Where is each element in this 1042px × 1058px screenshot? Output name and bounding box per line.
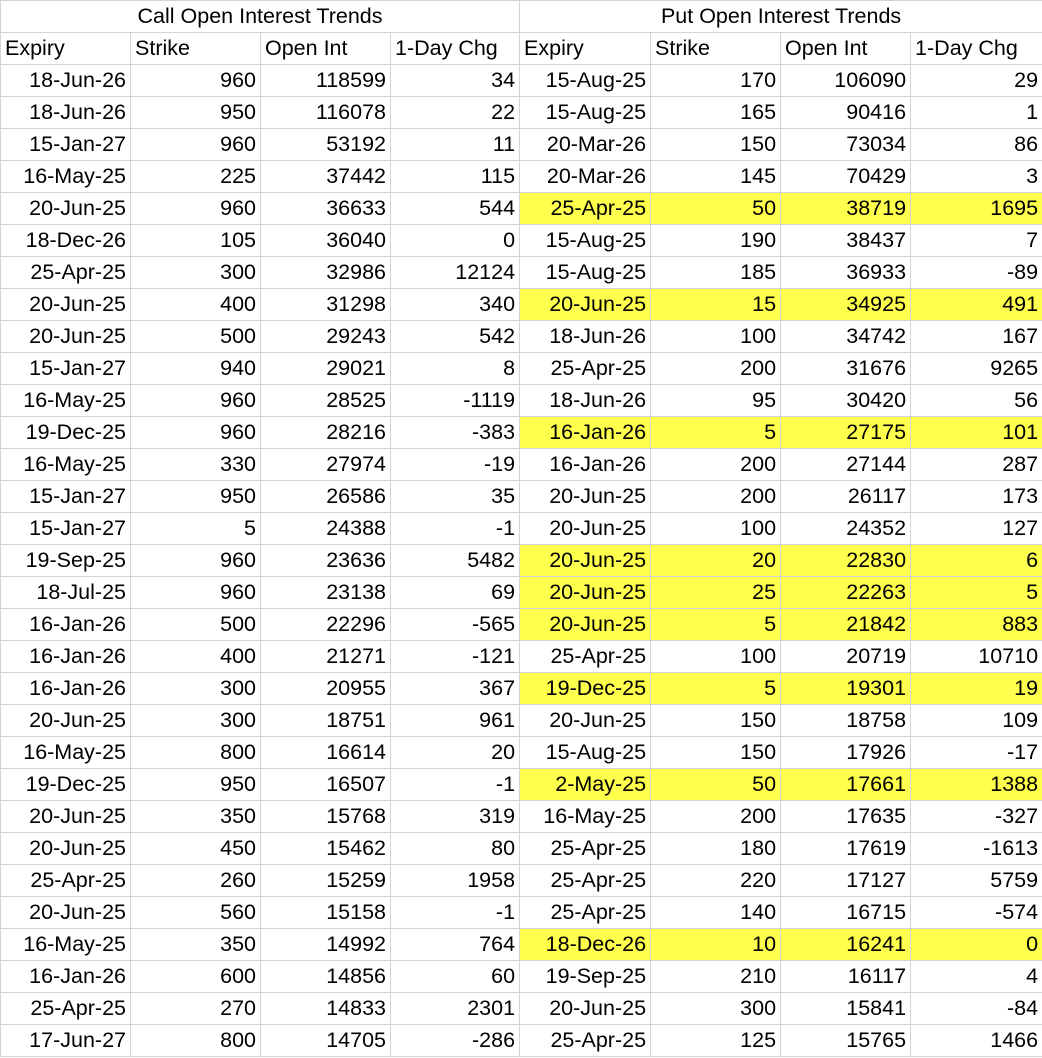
call-1-day-chg-cell[interactable]: 12124 xyxy=(391,257,520,289)
put-strike-cell[interactable]: 5 xyxy=(651,673,781,705)
table-row xyxy=(1,353,1042,385)
call-1-day-chg-cell[interactable]: 60 xyxy=(391,961,520,993)
table-row xyxy=(1,321,1042,353)
call-open-int-cell[interactable]: 15158 xyxy=(261,897,391,929)
put-1-day-chg-header[interactable]: 1-Day Chg xyxy=(911,33,1042,65)
call-strike-cell[interactable]: 960 xyxy=(131,193,261,225)
table-row xyxy=(1,737,1042,769)
call-strike-cell[interactable]: 600 xyxy=(131,961,261,993)
call-strike-cell[interactable]: 300 xyxy=(131,673,261,705)
call-expiry-cell[interactable]: 15-Jan-27 xyxy=(1,481,131,513)
call-open-int-cell[interactable]: 36633 xyxy=(261,193,391,225)
put-1-day-chg-cell[interactable]: 4 xyxy=(911,961,1042,993)
put-open-int-cell[interactable]: 22263 xyxy=(781,577,911,609)
put-strike-cell[interactable]: 180 xyxy=(651,833,781,865)
put-expiry-cell[interactable]: 18-Jun-26 xyxy=(520,321,651,353)
put-1-day-chg-cell[interactable]: 173 xyxy=(911,481,1042,513)
call-expiry-cell[interactable]: 16-May-25 xyxy=(1,737,131,769)
call-expiry-cell[interactable]: 18-Jun-26 xyxy=(1,97,131,129)
table-row xyxy=(1,289,1042,321)
put-strike-cell[interactable]: 165 xyxy=(651,97,781,129)
table-row xyxy=(1,641,1042,673)
call-expiry-cell[interactable]: 19-Dec-25 xyxy=(1,769,131,801)
call-strike-cell[interactable]: 950 xyxy=(131,481,261,513)
call-expiry-cell[interactable]: 16-Jan-26 xyxy=(1,641,131,673)
call-1-day-chg-cell[interactable]: 8 xyxy=(391,353,520,385)
put-1-day-chg-cell[interactable]: -84 xyxy=(911,993,1042,1025)
put-expiry-header[interactable]: Expiry xyxy=(520,33,651,65)
put-open-int-cell[interactable]: 16241 xyxy=(781,929,911,961)
put-expiry-cell[interactable]: 15-Aug-25 xyxy=(520,225,651,257)
call-strike-cell[interactable]: 400 xyxy=(131,289,261,321)
call-open-int-cell[interactable]: 21271 xyxy=(261,641,391,673)
put-strike-cell[interactable]: 145 xyxy=(651,161,781,193)
call-open-int-cell[interactable]: 118599 xyxy=(261,65,391,97)
call-strike-cell[interactable]: 960 xyxy=(131,417,261,449)
table-row xyxy=(1,993,1042,1025)
table-row xyxy=(1,97,1042,129)
put-1-day-chg-cell[interactable]: 1 xyxy=(911,97,1042,129)
put-open-int-cell[interactable]: 34925 xyxy=(781,289,911,321)
put-expiry-cell[interactable]: 16-May-25 xyxy=(520,801,651,833)
put-strike-cell[interactable]: 25 xyxy=(651,577,781,609)
put-1-day-chg-cell[interactable]: 101 xyxy=(911,417,1042,449)
call-strike-cell[interactable]: 960 xyxy=(131,129,261,161)
put-1-day-chg-cell[interactable]: 1466 xyxy=(911,1025,1042,1057)
put-1-day-chg-cell[interactable]: 56 xyxy=(911,385,1042,417)
call-open-int-cell[interactable]: 28525 xyxy=(261,385,391,417)
call-open-int-cell[interactable]: 37442 xyxy=(261,161,391,193)
put-1-day-chg-cell[interactable]: 3 xyxy=(911,161,1042,193)
call-1-day-chg-cell[interactable]: 319 xyxy=(391,801,520,833)
put-strike-cell[interactable]: 20 xyxy=(651,545,781,577)
put-1-day-chg-cell[interactable]: 9265 xyxy=(911,353,1042,385)
put-strike-cell[interactable]: 100 xyxy=(651,641,781,673)
table-row xyxy=(1,545,1042,577)
call-1-day-chg-cell[interactable]: 22 xyxy=(391,97,520,129)
put-open-int-cell[interactable]: 26117 xyxy=(781,481,911,513)
call-1-day-chg-cell[interactable]: 340 xyxy=(391,289,520,321)
put-open-int-cell[interactable]: 73034 xyxy=(781,129,911,161)
call-1-day-chg-cell[interactable]: -1119 xyxy=(391,385,520,417)
put-strike-cell[interactable]: 15 xyxy=(651,289,781,321)
put-strike-cell[interactable]: 10 xyxy=(651,929,781,961)
table-row xyxy=(1,1025,1042,1057)
put-strike-cell[interactable]: 200 xyxy=(651,801,781,833)
put-strike-cell[interactable]: 200 xyxy=(651,449,781,481)
call-1-day-chg-cell[interactable]: 20 xyxy=(391,737,520,769)
call-1-day-chg-cell[interactable]: 367 xyxy=(391,673,520,705)
table-row xyxy=(1,769,1042,801)
put-expiry-cell[interactable]: 19-Dec-25 xyxy=(520,673,651,705)
put-strike-cell[interactable]: 150 xyxy=(651,705,781,737)
call-expiry-cell[interactable]: 20-Jun-25 xyxy=(1,897,131,929)
put-open-int-cell[interactable]: 31676 xyxy=(781,353,911,385)
call-open-int-cell[interactable]: 16507 xyxy=(261,769,391,801)
call-strike-cell[interactable]: 300 xyxy=(131,257,261,289)
call-1-day-chg-cell[interactable]: -1 xyxy=(391,769,520,801)
call-1-day-chg-cell[interactable]: 5482 xyxy=(391,545,520,577)
put-open-int-cell[interactable]: 17635 xyxy=(781,801,911,833)
call-expiry-cell[interactable]: 15-Jan-27 xyxy=(1,129,131,161)
put-1-day-chg-cell[interactable]: 287 xyxy=(911,449,1042,481)
put-strike-cell[interactable]: 140 xyxy=(651,897,781,929)
put-strike-cell[interactable]: 200 xyxy=(651,481,781,513)
call-expiry-cell[interactable]: 16-Jan-26 xyxy=(1,961,131,993)
call-1-day-chg-cell[interactable]: 542 xyxy=(391,321,520,353)
put-1-day-chg-cell[interactable]: 29 xyxy=(911,65,1042,97)
call-1-day-chg-cell[interactable]: 544 xyxy=(391,193,520,225)
call-open-int-cell[interactable]: 24388 xyxy=(261,513,391,545)
call-strike-cell[interactable]: 270 xyxy=(131,993,261,1025)
table-row xyxy=(1,705,1042,737)
put-expiry-cell[interactable]: 15-Aug-25 xyxy=(520,97,651,129)
call-open-int-cell[interactable]: 23636 xyxy=(261,545,391,577)
call-strike-cell[interactable]: 5 xyxy=(131,513,261,545)
put-open-int-cell[interactable]: 15841 xyxy=(781,993,911,1025)
put-strike-cell[interactable]: 220 xyxy=(651,865,781,897)
put-open-int-cell[interactable]: 16117 xyxy=(781,961,911,993)
call-expiry-cell[interactable]: 15-Jan-27 xyxy=(1,353,131,385)
call-1-day-chg-cell[interactable]: 11 xyxy=(391,129,520,161)
call-1-day-chg-cell[interactable]: 961 xyxy=(391,705,520,737)
call-strike-cell[interactable]: 560 xyxy=(131,897,261,929)
put-strike-cell[interactable]: 5 xyxy=(651,609,781,641)
call-open-int-cell[interactable]: 27974 xyxy=(261,449,391,481)
call-expiry-header[interactable]: Expiry xyxy=(1,33,131,65)
call-expiry-cell[interactable]: 16-Jan-26 xyxy=(1,673,131,705)
call-1-day-chg-cell[interactable]: -19 xyxy=(391,449,520,481)
call-open-int-cell[interactable]: 22296 xyxy=(261,609,391,641)
call-1-day-chg-cell[interactable]: 2301 xyxy=(391,993,520,1025)
call-strike-cell[interactable]: 500 xyxy=(131,321,261,353)
call-open-int-cell[interactable]: 32986 xyxy=(261,257,391,289)
put-open-int-cell[interactable]: 36933 xyxy=(781,257,911,289)
table-row xyxy=(1,449,1042,481)
put-expiry-cell[interactable]: 18-Dec-26 xyxy=(520,929,651,961)
call-expiry-cell[interactable]: 20-Jun-25 xyxy=(1,833,131,865)
table-row xyxy=(1,65,1042,97)
call-strike-cell[interactable]: 300 xyxy=(131,705,261,737)
call-expiry-cell[interactable]: 15-Jan-27 xyxy=(1,513,131,545)
call-open-int-cell[interactable]: 20955 xyxy=(261,673,391,705)
table-row xyxy=(1,513,1042,545)
call-open-int-cell[interactable]: 16614 xyxy=(261,737,391,769)
call-expiry-cell[interactable]: 16-May-25 xyxy=(1,161,131,193)
call-expiry-cell[interactable]: 18-Jul-25 xyxy=(1,577,131,609)
put-open-int-cell[interactable]: 15765 xyxy=(781,1025,911,1057)
put-expiry-cell[interactable]: 25-Apr-25 xyxy=(520,833,651,865)
call-open-int-cell[interactable]: 26586 xyxy=(261,481,391,513)
call-open-int-cell[interactable]: 29021 xyxy=(261,353,391,385)
call-strike-cell[interactable]: 105 xyxy=(131,225,261,257)
table-row xyxy=(1,673,1042,705)
call-open-int-cell[interactable]: 36040 xyxy=(261,225,391,257)
put-1-day-chg-cell[interactable]: -17 xyxy=(911,737,1042,769)
call-expiry-cell[interactable]: 25-Apr-25 xyxy=(1,257,131,289)
put-1-day-chg-cell[interactable]: 127 xyxy=(911,513,1042,545)
put-strike-cell[interactable]: 200 xyxy=(651,353,781,385)
table-row xyxy=(1,129,1042,161)
put-expiry-cell[interactable]: 15-Aug-25 xyxy=(520,737,651,769)
call-expiry-cell[interactable]: 25-Apr-25 xyxy=(1,865,131,897)
put-open-int-cell[interactable]: 27175 xyxy=(781,417,911,449)
put-1-day-chg-cell[interactable]: 10710 xyxy=(911,641,1042,673)
call-strike-cell[interactable]: 960 xyxy=(131,577,261,609)
put-expiry-cell[interactable]: 20-Jun-25 xyxy=(520,545,651,577)
put-expiry-cell[interactable]: 15-Aug-25 xyxy=(520,65,651,97)
put-expiry-cell[interactable]: 25-Apr-25 xyxy=(520,193,651,225)
put-expiry-cell[interactable]: 20-Jun-25 xyxy=(520,705,651,737)
call-strike-cell[interactable]: 350 xyxy=(131,929,261,961)
call-open-int-cell[interactable]: 116078 xyxy=(261,97,391,129)
table-row xyxy=(1,481,1042,513)
call-1-day-chg-cell[interactable]: 35 xyxy=(391,481,520,513)
put-1-day-chg-cell[interactable]: 109 xyxy=(911,705,1042,737)
call-strike-cell[interactable]: 330 xyxy=(131,449,261,481)
put-1-day-chg-cell[interactable]: -327 xyxy=(911,801,1042,833)
put-1-day-chg-cell[interactable]: -1613 xyxy=(911,833,1042,865)
put-strike-cell[interactable]: 5 xyxy=(651,417,781,449)
call-expiry-cell[interactable]: 19-Sep-25 xyxy=(1,545,131,577)
call-expiry-cell[interactable]: 20-Jun-25 xyxy=(1,289,131,321)
put-expiry-cell[interactable]: 16-Jan-26 xyxy=(520,449,651,481)
call-section-title[interactable]: Call Open Interest Trends xyxy=(1,1,520,33)
put-open-int-cell[interactable]: 20719 xyxy=(781,641,911,673)
put-strike-cell[interactable]: 125 xyxy=(651,1025,781,1057)
call-strike-cell[interactable]: 800 xyxy=(131,1025,261,1057)
put-expiry-cell[interactable]: 25-Apr-25 xyxy=(520,641,651,673)
call-expiry-cell[interactable]: 16-May-25 xyxy=(1,929,131,961)
put-open-int-cell[interactable]: 21842 xyxy=(781,609,911,641)
put-section-title[interactable]: Put Open Interest Trends xyxy=(520,1,1042,33)
call-expiry-cell[interactable]: 20-Jun-25 xyxy=(1,705,131,737)
call-expiry-cell[interactable]: 16-Jan-26 xyxy=(1,609,131,641)
call-1-day-chg-cell[interactable]: -383 xyxy=(391,417,520,449)
call-expiry-cell[interactable]: 19-Dec-25 xyxy=(1,417,131,449)
put-open-int-cell[interactable]: 17127 xyxy=(781,865,911,897)
table-row xyxy=(1,833,1042,865)
table-row xyxy=(1,417,1042,449)
put-open-int-cell[interactable]: 17619 xyxy=(781,833,911,865)
put-open-int-cell[interactable]: 106090 xyxy=(781,65,911,97)
call-strike-cell[interactable]: 960 xyxy=(131,65,261,97)
call-expiry-cell[interactable]: 20-Jun-25 xyxy=(1,801,131,833)
put-1-day-chg-cell[interactable]: 491 xyxy=(911,289,1042,321)
put-open-int-cell[interactable]: 38719 xyxy=(781,193,911,225)
put-1-day-chg-cell[interactable]: 1695 xyxy=(911,193,1042,225)
call-expiry-cell[interactable]: 16-May-25 xyxy=(1,449,131,481)
call-expiry-cell[interactable]: 17-Jun-27 xyxy=(1,1025,131,1057)
table-row xyxy=(1,161,1042,193)
put-expiry-cell[interactable]: 20-Jun-25 xyxy=(520,609,651,641)
call-strike-cell[interactable]: 225 xyxy=(131,161,261,193)
call-strike-cell[interactable]: 800 xyxy=(131,737,261,769)
call-expiry-cell[interactable]: 20-Jun-25 xyxy=(1,193,131,225)
call-open-int-cell[interactable]: 14856 xyxy=(261,961,391,993)
put-open-int-cell[interactable]: 18758 xyxy=(781,705,911,737)
put-1-day-chg-cell[interactable]: 5 xyxy=(911,577,1042,609)
call-strike-header[interactable]: Strike xyxy=(131,33,261,65)
call-open-int-cell[interactable]: 18751 xyxy=(261,705,391,737)
put-open-int-cell[interactable]: 17661 xyxy=(781,769,911,801)
put-expiry-cell[interactable]: 25-Apr-25 xyxy=(520,353,651,385)
header-row xyxy=(1,33,1042,65)
table-row xyxy=(1,385,1042,417)
put-strike-header[interactable]: Strike xyxy=(651,33,781,65)
put-open-int-cell[interactable]: 17926 xyxy=(781,737,911,769)
table-row xyxy=(1,865,1042,897)
put-1-day-chg-cell[interactable]: 19 xyxy=(911,673,1042,705)
put-strike-cell[interactable]: 100 xyxy=(651,321,781,353)
put-strike-cell[interactable]: 300 xyxy=(651,993,781,1025)
put-strike-cell[interactable]: 185 xyxy=(651,257,781,289)
put-expiry-cell[interactable]: 2-May-25 xyxy=(520,769,651,801)
put-strike-cell[interactable]: 50 xyxy=(651,769,781,801)
put-expiry-cell[interactable]: 25-Apr-25 xyxy=(520,865,651,897)
call-open-int-cell[interactable]: 23138 xyxy=(261,577,391,609)
put-expiry-cell[interactable]: 15-Aug-25 xyxy=(520,257,651,289)
call-strike-cell[interactable]: 350 xyxy=(131,801,261,833)
call-strike-cell[interactable]: 260 xyxy=(131,865,261,897)
put-expiry-cell[interactable]: 25-Apr-25 xyxy=(520,1025,651,1057)
put-1-day-chg-cell[interactable]: 0 xyxy=(911,929,1042,961)
table-row xyxy=(1,897,1042,929)
put-expiry-cell[interactable]: 20-Jun-25 xyxy=(520,481,651,513)
call-1-day-chg-cell[interactable]: 0 xyxy=(391,225,520,257)
put-1-day-chg-cell[interactable]: 883 xyxy=(911,609,1042,641)
put-1-day-chg-cell[interactable]: 1388 xyxy=(911,769,1042,801)
call-strike-cell[interactable]: 950 xyxy=(131,769,261,801)
call-open-int-cell[interactable]: 53192 xyxy=(261,129,391,161)
call-strike-cell[interactable]: 450 xyxy=(131,833,261,865)
call-strike-cell[interactable]: 500 xyxy=(131,609,261,641)
table-row xyxy=(1,961,1042,993)
call-open-int-cell[interactable]: 15259 xyxy=(261,865,391,897)
call-open-int-cell[interactable]: 14992 xyxy=(261,929,391,961)
table-row xyxy=(1,257,1042,289)
call-expiry-cell[interactable]: 25-Apr-25 xyxy=(1,993,131,1025)
call-open-int-cell[interactable]: 14705 xyxy=(261,1025,391,1057)
put-1-day-chg-cell[interactable]: 6 xyxy=(911,545,1042,577)
call-1-day-chg-cell[interactable]: 115 xyxy=(391,161,520,193)
put-open-int-cell[interactable]: 24352 xyxy=(781,513,911,545)
call-open-int-header[interactable]: Open Int xyxy=(261,33,391,65)
put-expiry-cell[interactable]: 20-Jun-25 xyxy=(520,289,651,321)
call-1-day-chg-cell[interactable]: 1958 xyxy=(391,865,520,897)
put-strike-cell[interactable]: 95 xyxy=(651,385,781,417)
table-row xyxy=(1,609,1042,641)
put-strike-cell[interactable]: 50 xyxy=(651,193,781,225)
call-strike-cell[interactable]: 960 xyxy=(131,385,261,417)
call-1-day-chg-cell[interactable]: -1 xyxy=(391,897,520,929)
put-open-int-cell[interactable]: 34742 xyxy=(781,321,911,353)
put-strike-cell[interactable]: 150 xyxy=(651,129,781,161)
put-1-day-chg-cell[interactable]: 167 xyxy=(911,321,1042,353)
put-open-int-cell[interactable]: 27144 xyxy=(781,449,911,481)
table-row xyxy=(1,193,1042,225)
put-strike-cell[interactable]: 170 xyxy=(651,65,781,97)
put-expiry-cell[interactable]: 20-Jun-25 xyxy=(520,513,651,545)
call-1-day-chg-cell[interactable]: 69 xyxy=(391,577,520,609)
put-open-int-cell[interactable]: 22830 xyxy=(781,545,911,577)
put-expiry-cell[interactable]: 19-Sep-25 xyxy=(520,961,651,993)
put-1-day-chg-cell[interactable]: -89 xyxy=(911,257,1042,289)
call-strike-cell[interactable]: 940 xyxy=(131,353,261,385)
call-strike-cell[interactable]: 950 xyxy=(131,97,261,129)
put-strike-cell[interactable]: 100 xyxy=(651,513,781,545)
put-expiry-cell[interactable]: 20-Mar-26 xyxy=(520,161,651,193)
put-open-int-cell[interactable]: 16715 xyxy=(781,897,911,929)
call-1-day-chg-cell[interactable]: -121 xyxy=(391,641,520,673)
call-1-day-chg-cell[interactable]: -1 xyxy=(391,513,520,545)
call-strike-cell[interactable]: 400 xyxy=(131,641,261,673)
call-1-day-chg-cell[interactable]: 80 xyxy=(391,833,520,865)
call-strike-cell[interactable]: 960 xyxy=(131,545,261,577)
put-expiry-cell[interactable]: 25-Apr-25 xyxy=(520,897,651,929)
call-open-int-cell[interactable]: 15768 xyxy=(261,801,391,833)
title-row xyxy=(1,1,1042,33)
call-open-int-cell[interactable]: 28216 xyxy=(261,417,391,449)
put-1-day-chg-cell[interactable]: 86 xyxy=(911,129,1042,161)
put-expiry-cell[interactable]: 18-Jun-26 xyxy=(520,385,651,417)
put-open-int-cell[interactable]: 38437 xyxy=(781,225,911,257)
put-expiry-cell[interactable]: 20-Jun-25 xyxy=(520,993,651,1025)
call-expiry-cell[interactable]: 18-Jun-26 xyxy=(1,65,131,97)
put-strike-cell[interactable]: 210 xyxy=(651,961,781,993)
put-open-int-cell[interactable]: 19301 xyxy=(781,673,911,705)
call-1-day-chg-cell[interactable]: 764 xyxy=(391,929,520,961)
call-1-day-chg-header[interactable]: 1-Day Chg xyxy=(391,33,520,65)
call-expiry-cell[interactable]: 18-Dec-26 xyxy=(1,225,131,257)
put-expiry-cell[interactable]: 16-Jan-26 xyxy=(520,417,651,449)
put-expiry-cell[interactable]: 20-Jun-25 xyxy=(520,577,651,609)
call-1-day-chg-cell[interactable]: -565 xyxy=(391,609,520,641)
call-expiry-cell[interactable]: 20-Jun-25 xyxy=(1,321,131,353)
put-open-int-header[interactable]: Open Int xyxy=(781,33,911,65)
put-open-int-cell[interactable]: 30420 xyxy=(781,385,911,417)
call-open-int-cell[interactable]: 29243 xyxy=(261,321,391,353)
call-expiry-cell[interactable]: 16-May-25 xyxy=(1,385,131,417)
put-open-int-cell[interactable]: 90416 xyxy=(781,97,911,129)
call-open-int-cell[interactable]: 31298 xyxy=(261,289,391,321)
table-row xyxy=(1,801,1042,833)
put-open-int-cell[interactable]: 70429 xyxy=(781,161,911,193)
put-expiry-cell[interactable]: 20-Mar-26 xyxy=(520,129,651,161)
call-1-day-chg-cell[interactable]: -286 xyxy=(391,1025,520,1057)
call-open-int-cell[interactable]: 14833 xyxy=(261,993,391,1025)
put-strike-cell[interactable]: 150 xyxy=(651,737,781,769)
table-row xyxy=(1,577,1042,609)
put-1-day-chg-cell[interactable]: 5759 xyxy=(911,865,1042,897)
table-row xyxy=(1,929,1042,961)
put-1-day-chg-cell[interactable]: 7 xyxy=(911,225,1042,257)
table-row xyxy=(1,225,1042,257)
put-1-day-chg-cell[interactable]: -574 xyxy=(911,897,1042,929)
call-1-day-chg-cell[interactable]: 34 xyxy=(391,65,520,97)
call-open-int-cell[interactable]: 15462 xyxy=(261,833,391,865)
put-strike-cell[interactable]: 190 xyxy=(651,225,781,257)
